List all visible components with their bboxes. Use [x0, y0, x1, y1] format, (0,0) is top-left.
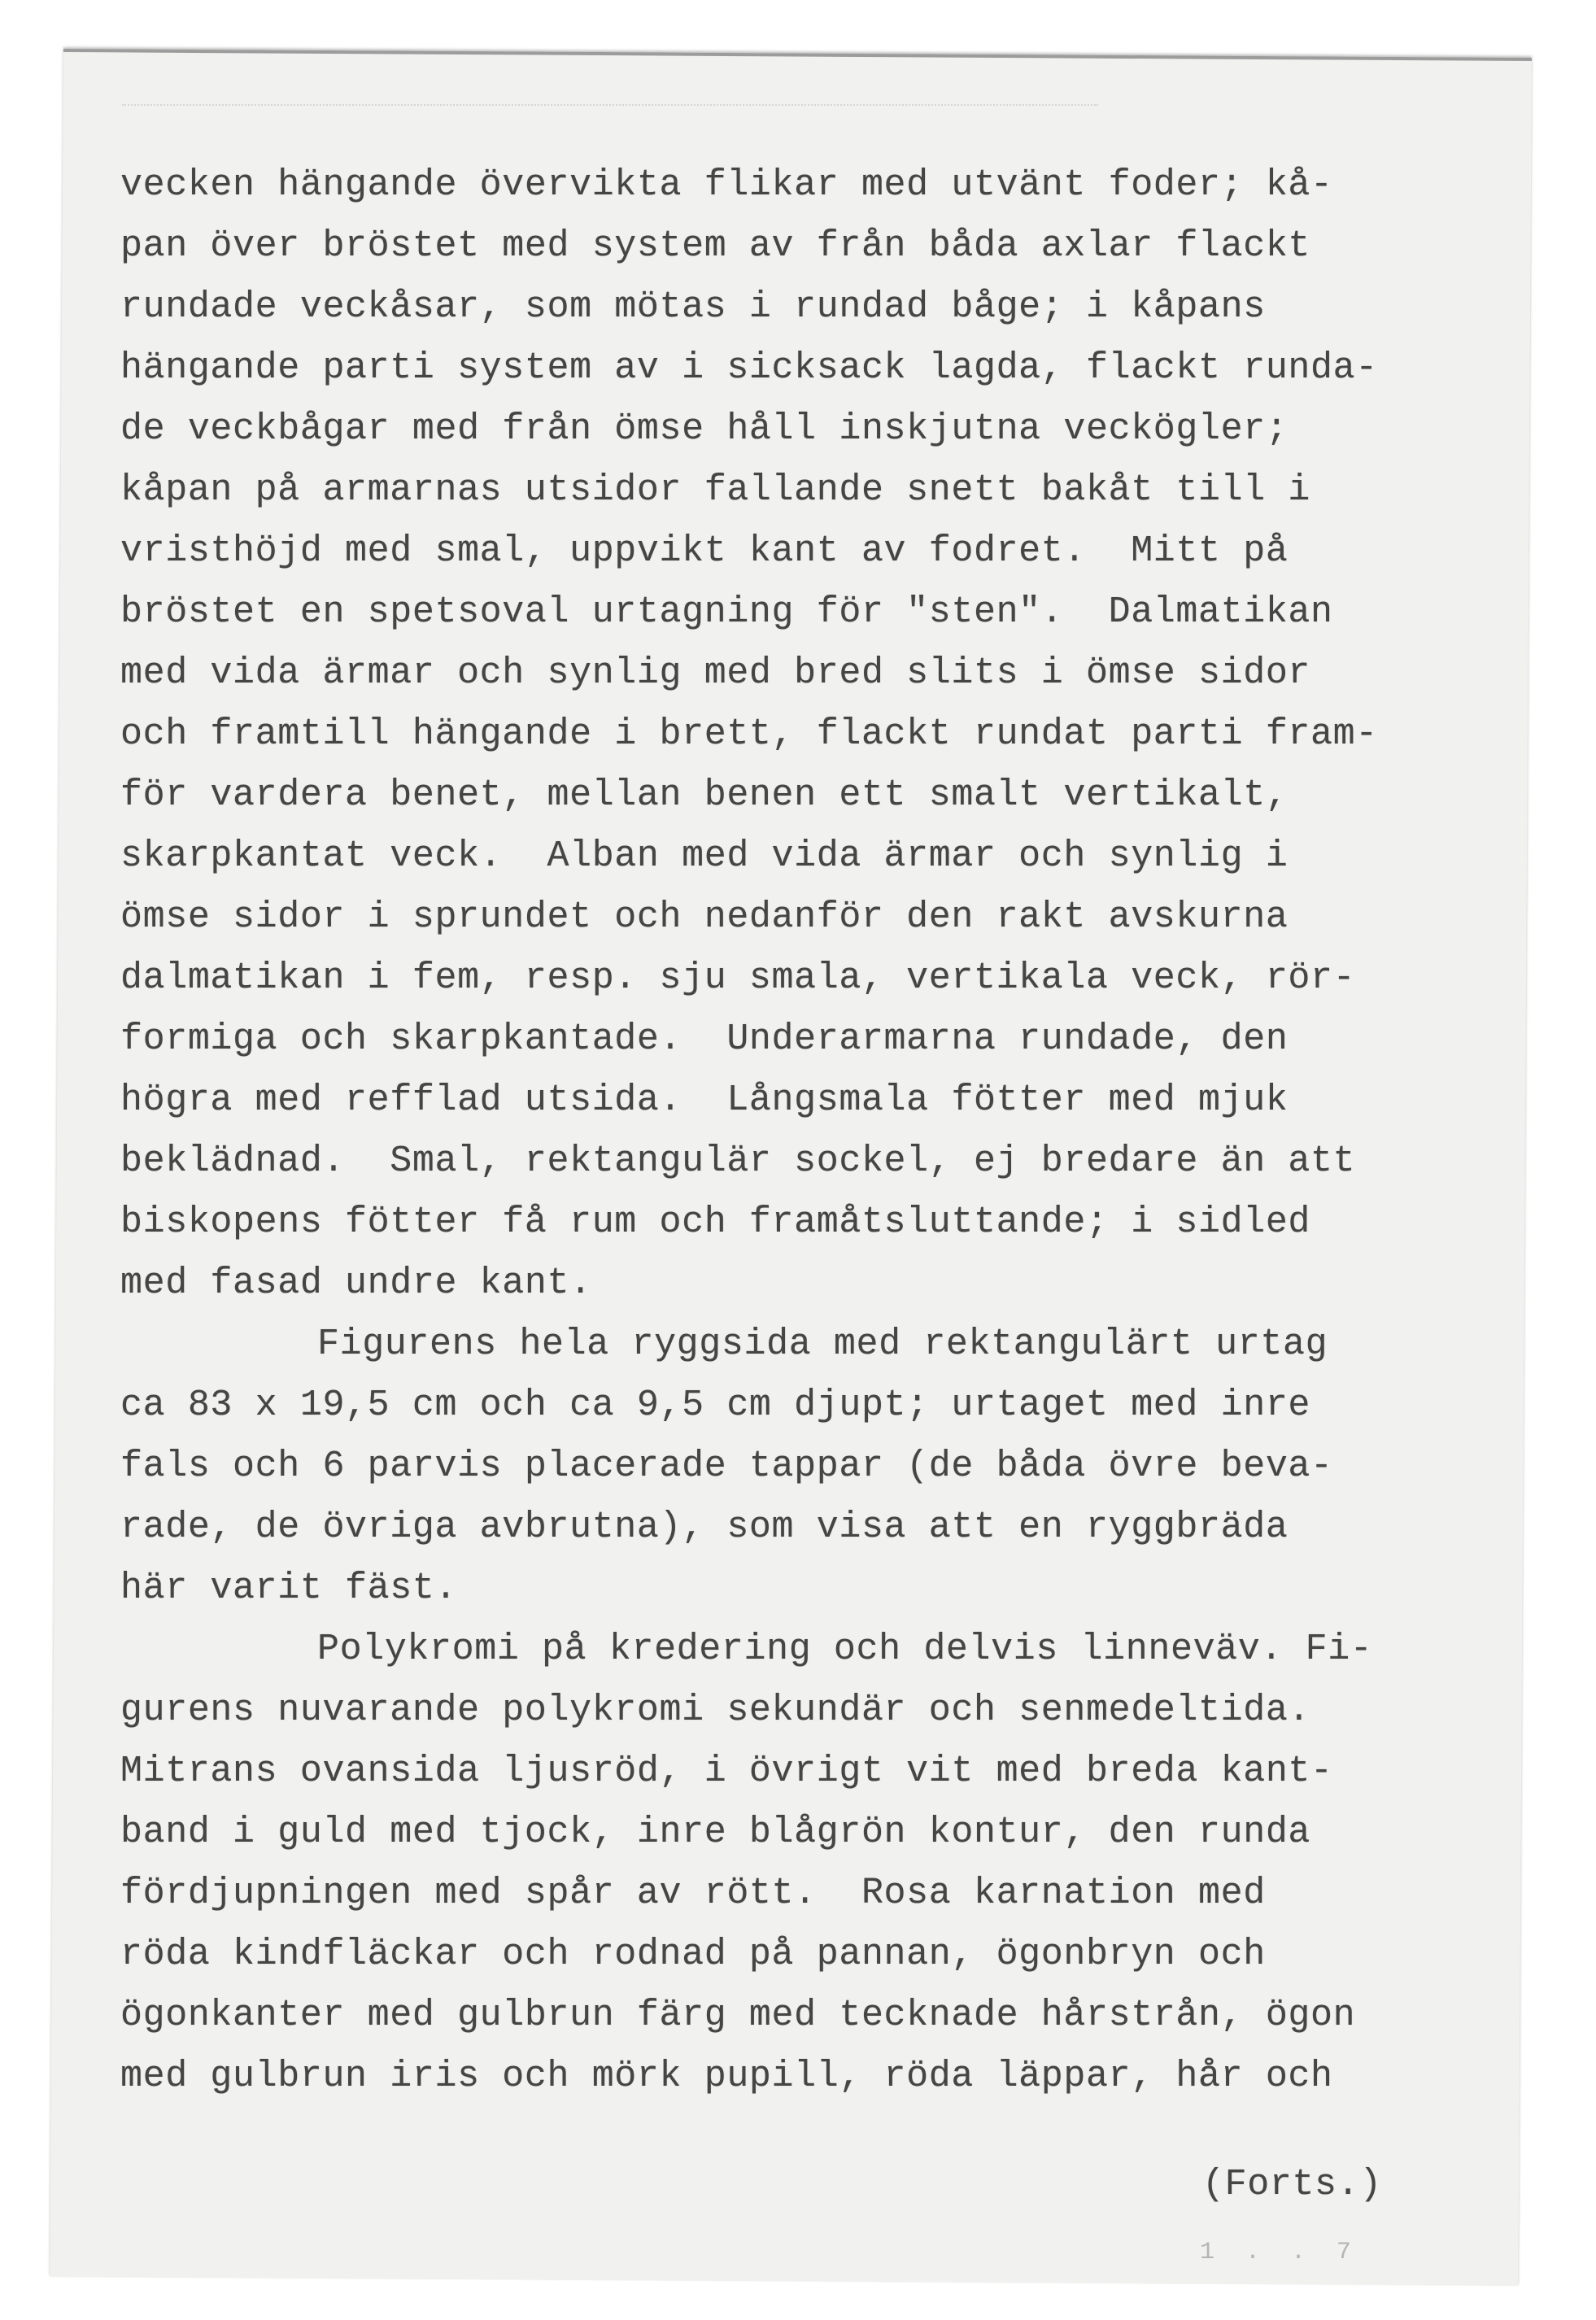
text-line: med fasad undre kant.: [120, 1262, 592, 1304]
text-line: för vardera benet, mellan benen ett smalt vertikalt,: [120, 774, 1289, 816]
continued-label: (Forts.): [1202, 2164, 1382, 2205]
text-line: bröstet en spetsoval urtagning för "sten". Dalmatikan: [120, 591, 1333, 633]
text-line: biskopens fötter få rum och framåtsluttande; i sidled: [120, 1201, 1311, 1243]
text-line: fördjupningen med spår av rött. Rosa karnation med: [120, 1873, 1266, 1914]
text-line: rundade veckåsar, som mötas i rundad båge; i kåpans: [120, 286, 1266, 328]
text-line: ögonkanter med gulbrun färg med tecknade hårstrån, ögon: [120, 1995, 1356, 2036]
text-line: formiga och skarpkantade. Underarmarna rundade, den: [120, 1018, 1289, 1060]
faint-previous-line: [122, 104, 1098, 109]
text-line: här varit fäst.: [120, 1568, 458, 1609]
typed-text-body: [120, 155, 1552, 2107]
text-line: fals och 6 parvis placerade tappar (de båda övre beva-: [120, 1446, 1333, 1487]
text-line: de veckbågar med från ömse håll inskjutna veckögler;: [120, 408, 1289, 450]
text-line: vecken hängande övervikta flikar med utvänt foder; kå-: [120, 164, 1333, 206]
text-line: Mitrans ovansida ljusröd, i övrigt vit med breda kant-: [120, 1751, 1333, 1792]
page-mark: 1 . . 7: [1200, 2239, 1360, 2266]
text-line: vristhöjd med smal, uppvikt kant av fodret. Mitt på: [120, 530, 1289, 572]
text-line: beklädnad. Smal, rektangulär sockel, ej bredare än att: [120, 1140, 1356, 1182]
text-line: skarpkantat veck. Alban med vida ärmar och synlig i: [120, 835, 1289, 877]
paragraph-start-line: Figurens hela ryggsida med rektangulärt urtag: [317, 1324, 1328, 1365]
text-line: dalmatikan i fem, resp. sju smala, vertikala veck, rör-: [120, 957, 1356, 999]
text-line: med gulbrun iris och mörk pupill, röda läppar, hår och: [120, 2056, 1333, 2097]
text-line: rade, de övriga avbrutna), som visa att en ryggbräda: [120, 1507, 1289, 1548]
text-line: röda kindfläckar och rodnad på pannan, ögonbryn och: [120, 1934, 1266, 1975]
text-line: hängande parti system av i sicksack lagda, flackt runda-: [120, 347, 1378, 389]
text-line: kåpan på armarnas utsidor fallande snett bakåt till i: [120, 469, 1311, 511]
text-line: ömse sidor i sprundet och nedanför den rakt avskurna: [120, 896, 1289, 938]
text-line: och framtill hängande i brett, flackt rundat parti fram-: [120, 713, 1378, 755]
paragraph-start-line: Polykromi på kredering och delvis linneväv. Fi-: [317, 1629, 1373, 1670]
text-line: band i guld med tjock, inre blågrön kontur, den runda: [120, 1812, 1311, 1853]
text-line: pan över bröstet med system av från båda axlar flackt: [120, 225, 1311, 267]
text-line: gurens nuvarande polykromi sekundär och senmedeltida.: [120, 1690, 1311, 1731]
text-line: med vida ärmar och synlig med bred slits i ömse sidor: [120, 652, 1311, 694]
text-line: högra med refflad utsida. Långsmala fötter med mjuk: [120, 1079, 1289, 1121]
text-line: ca 83 x 19,5 cm och ca 9,5 cm djupt; urtaget med inre: [120, 1385, 1311, 1426]
